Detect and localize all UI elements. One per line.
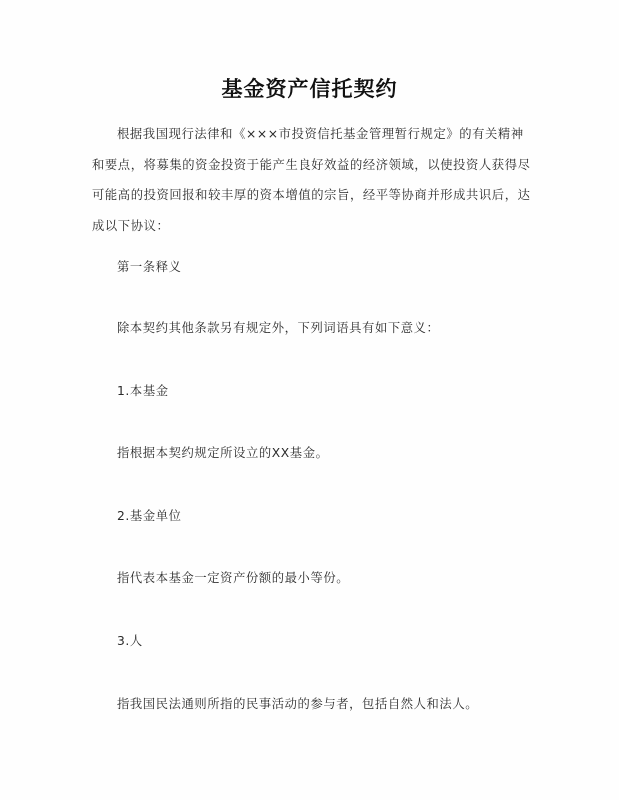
- term-definition-person: 指我国民法通则所指的民事活动的参与者，包括自然人和法人。: [117, 697, 479, 711]
- document-title: 基金资产信托契约: [221, 77, 398, 101]
- definitions-intro: 除本契约其他条款另有规定外，下列词语具有如下意义：: [117, 321, 440, 335]
- term-heading-fund-unit: 2.基金单位: [117, 509, 182, 523]
- intro-paragraph: 根据我国现行法律和《×××市投资信托基金管理暂行规定》的有关精神和要点，将募集的资金投资于能产生良好效益的经济领域，以使投资人获得尽可能高的投资回报和较丰厚的资本增值的宗旨，经平等协商并形成共识后，达成以下协议：: [92, 127, 531, 233]
- term-heading-fund: 1.本基金: [117, 384, 169, 398]
- term-heading-person: 3.人: [117, 634, 143, 648]
- article-heading: 第一条释义: [117, 260, 182, 274]
- term-definition-fund: 指根据本契约规定所设立的XX基金。: [117, 446, 329, 460]
- term-definition-fund-unit: 指代表本基金一定资产份额的最小等份。: [117, 571, 350, 585]
